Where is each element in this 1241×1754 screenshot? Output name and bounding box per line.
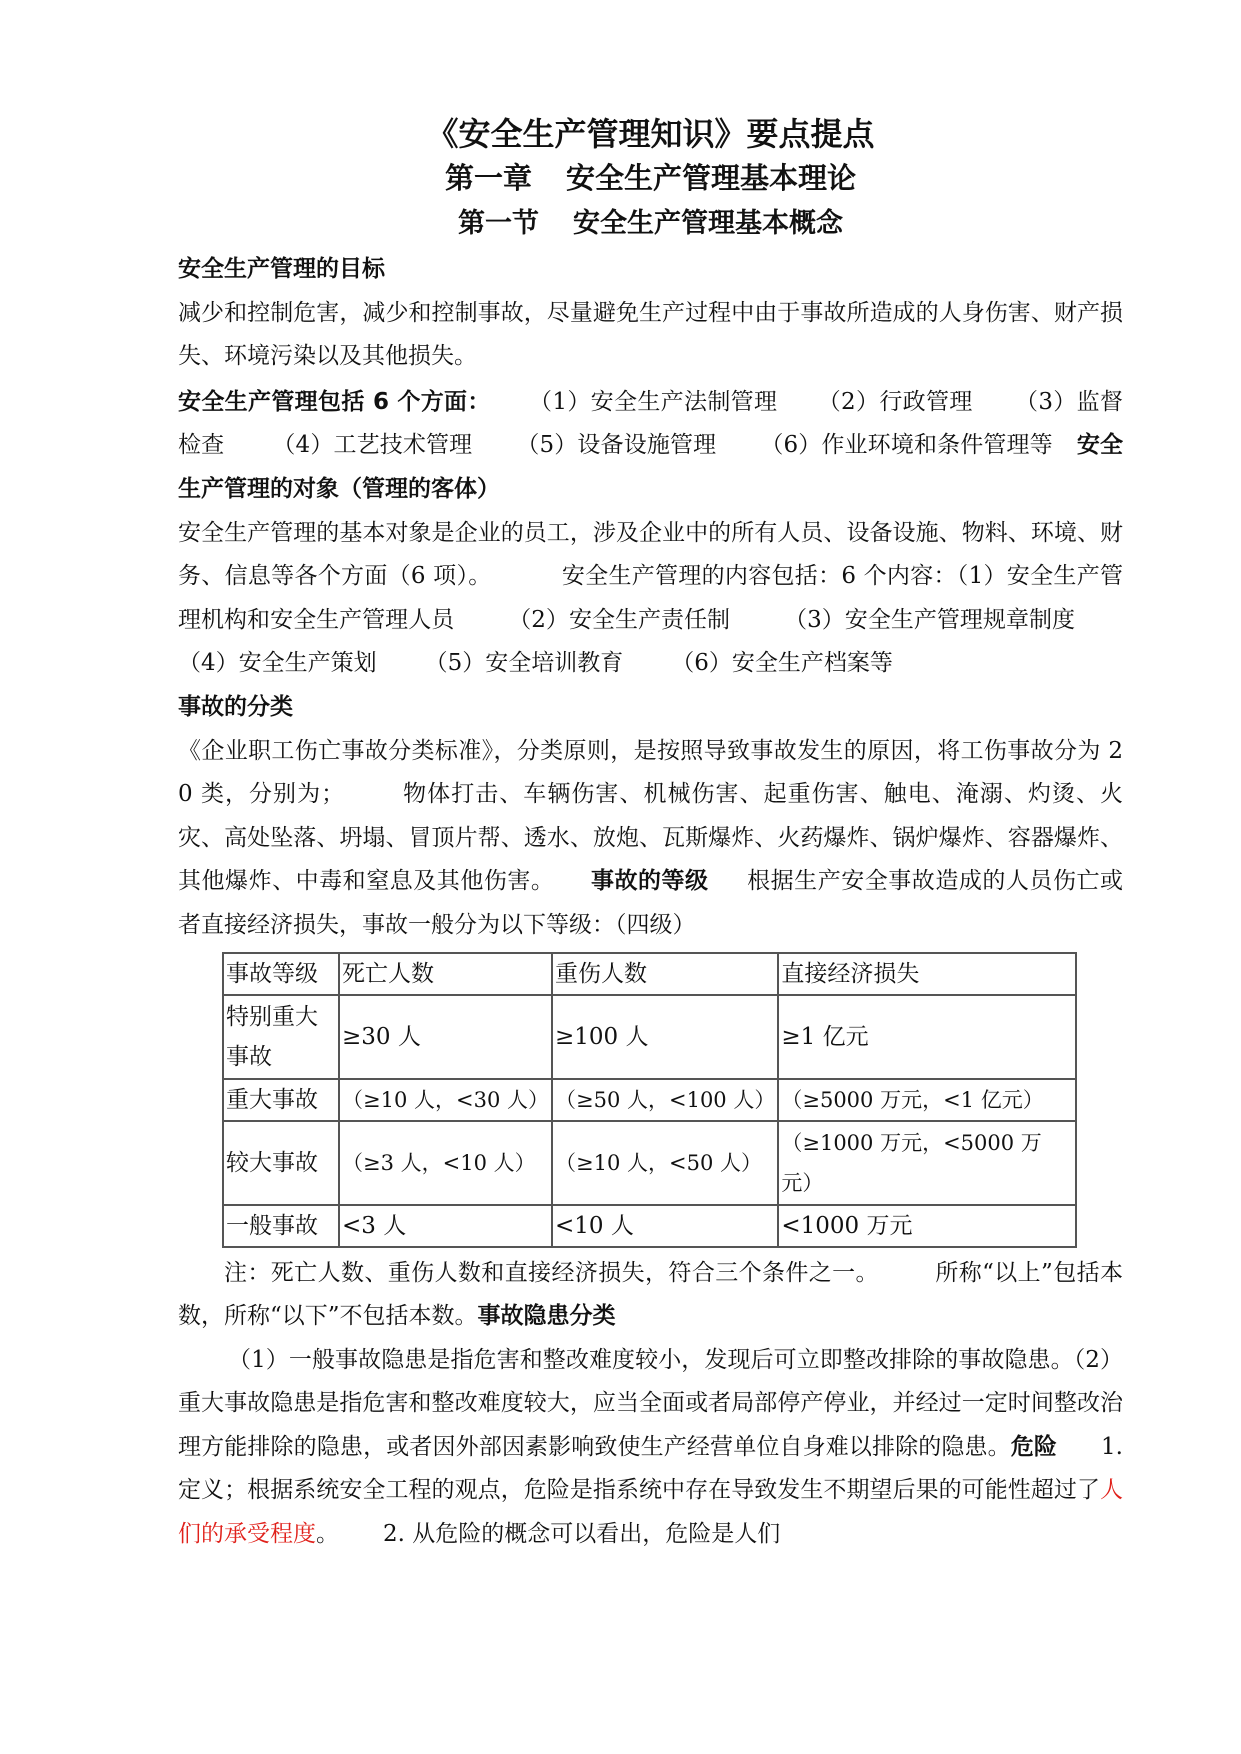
classification-paragraph xyxy=(178,730,1123,948)
table-cell: （≥3 人，<10 人） xyxy=(339,1121,552,1205)
table-header: 事故等级 xyxy=(223,953,339,995)
table-cell: 一般事故 xyxy=(223,1205,339,1247)
object-body: 安全生产管理的基本对象是企业的员工，涉及企业中的所有人员、设备设施、物料、环境、财务、信息等各个方面（6 项）。 xyxy=(178,519,1123,590)
document-title: 《安全生产管理知识》要点提点 xyxy=(426,115,875,153)
aspect-item: （5）设备设施管理 xyxy=(516,432,717,459)
danger-highlight: 人们的承受程度 xyxy=(178,1477,1123,1548)
grade-body: 根据生产安全事故造成的人员伤亡或者直接经济损失，事故一般分为以下等级：（四级） xyxy=(178,868,1124,938)
table-cell: （≥10 人，<50 人） xyxy=(552,1121,778,1205)
danger-heading: 危险 xyxy=(1010,1433,1058,1460)
aspects-heading: 安全生产管理包括 6 个方面： xyxy=(178,388,491,415)
table-cell: ≥100 人 xyxy=(552,995,778,1079)
chapter-title xyxy=(178,156,1123,200)
danger-definition-end: 。 xyxy=(316,1521,339,1548)
table-cell: （≥1000 万元，<5000 万元） xyxy=(778,1121,1076,1205)
aspect-item: （2）行政管理 xyxy=(817,388,973,415)
aspect-item: （6）作业环境和条件管理等 xyxy=(760,432,1053,459)
goal-body: 减少和控制危害，减少和控制事故，尽量避免生产过程中由于事故所造成的人身伤害、财产损失、环境污染以及其他损失。 xyxy=(178,299,1123,370)
table-cell: <10 人 xyxy=(552,1205,778,1247)
table-cell: （≥50 人，<100 人） xyxy=(552,1079,778,1121)
table-header-row xyxy=(223,953,1076,995)
table-row xyxy=(223,1121,1076,1205)
table-cell: ≥30 人 xyxy=(339,995,552,1079)
content-item: （5）安全培训教育 xyxy=(424,650,624,677)
chapter-name: 安全生产管理基本理论 xyxy=(566,161,857,195)
goal-heading: 安全生产管理的目标 xyxy=(178,256,385,282)
hazard-item-1: （1）一般事故隐患是指危害和整改难度较小，发现后可立即整改排除的事故隐患。 xyxy=(228,1346,1074,1373)
content-item: （2）安全生产责任制 xyxy=(508,606,731,633)
danger-item-2: 2. 从危险的概念可以看出，危险是人们 xyxy=(383,1521,781,1548)
note-text: 注：死亡人数、重伤人数和直接经济损失，符合三个条件之一。 xyxy=(224,1259,879,1286)
table-header: 重伤人数 xyxy=(552,953,778,995)
section-title xyxy=(178,200,1123,248)
aspect-item: （1）安全生产法制管理 xyxy=(528,388,778,415)
object-paragraph xyxy=(178,512,1123,686)
content-item: （4）安全生产策划 xyxy=(178,650,377,677)
table-cell: 重大事故 xyxy=(223,1079,339,1121)
classification-heading: 事故的分类 xyxy=(178,693,293,720)
hazard-item-2: （2）重大事故隐患是指危害和整改难度较大，应当全面或者局部停产停业，并经过一定时间整改治理方能排除的隐患，或者因外部因素影响致使生产经营单位自身难以排除的隐患。 xyxy=(178,1346,1123,1460)
object-heading: 安全生产管理的对象（管理的客体） xyxy=(178,432,1124,502)
table-cell: 较大事故 xyxy=(223,1121,339,1205)
content-item: （1）安全生产管理机构和安全生产管理人员 xyxy=(178,563,1123,633)
hazard-paragraph xyxy=(178,1339,1123,1557)
table-cell: （≥10 人，<30 人） xyxy=(339,1079,552,1121)
table-cell: ≥1 亿元 xyxy=(778,995,1076,1079)
note-text-2: 所称“以上”包括本数，所称“以下”不包括本数。 xyxy=(178,1259,1123,1330)
content-item: （3）安全生产管理规章制度 xyxy=(784,606,1075,633)
table-row xyxy=(223,995,1076,1079)
accident-grade-table xyxy=(222,952,1077,1248)
table-row xyxy=(223,1205,1076,1247)
content-intro: 安全生产管理的内容包括：6 个内容： xyxy=(561,563,957,590)
table-cell: <1000 万元 xyxy=(778,1205,1076,1247)
table-header: 死亡人数 xyxy=(339,953,552,995)
hazard-heading: 事故隐患分类 xyxy=(477,1303,616,1330)
note-paragraph xyxy=(178,1252,1123,1339)
table-cell: 特别重大事故 xyxy=(223,995,339,1079)
table-cell: （≥5000 万元，<1 亿元） xyxy=(778,1079,1076,1121)
grade-heading: 事故的等级 xyxy=(590,868,709,895)
danger-definition: 1. 定义；根据系统安全工程的观点，危险是指系统中存在导致发生不期望后果的可能性超过了 xyxy=(178,1433,1123,1504)
table-header: 直接经济损失 xyxy=(778,953,1076,995)
content-item: （6）安全生产档案等 xyxy=(671,650,893,677)
section-number: 第一节 xyxy=(458,208,539,239)
chapter-number: 第一章 xyxy=(444,161,532,195)
section-name: 安全生产管理基本概念 xyxy=(573,208,843,239)
table-row xyxy=(223,1079,1076,1121)
aspects-paragraph xyxy=(178,381,1123,512)
table-cell: <3 人 xyxy=(339,1205,552,1247)
aspect-item: （4）工艺技术管理 xyxy=(272,432,473,459)
document-page xyxy=(178,112,1123,1557)
classification-body: 《企业职工伤亡事故分类标准》，分类原则，是按照导致事故发生的原因，将工伤事故分为 20 类，分别为； xyxy=(178,737,1123,808)
aspect-item: （3）监督检查 xyxy=(178,388,1123,459)
classification-list: 物体打击、车辆伤害、机械伤害、起重伤害、触电、淹溺、灼烫、火灾、高处坠落、坍塌、冒顶片帮、透水、放炮、瓦斯爆炸、火药爆炸、锅炉爆炸、容器爆炸、其他爆炸、中毒和窒息及其他伤害。 xyxy=(178,781,1123,895)
